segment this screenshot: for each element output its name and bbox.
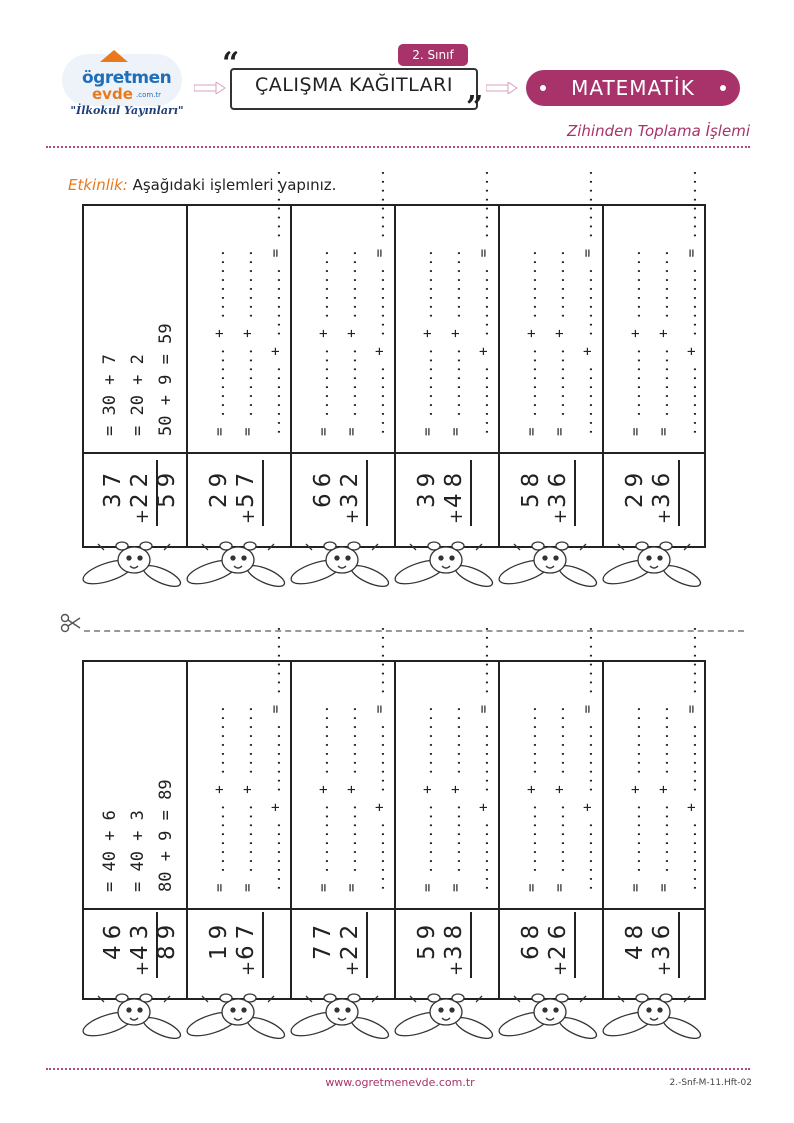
- blank-steps: [310, 624, 394, 892]
- number: 57: [233, 466, 259, 508]
- blank-steps: [310, 168, 394, 436]
- vertical-addition: [100, 896, 181, 982]
- blank-line: = ........ + ........: [212, 704, 228, 892]
- bunny-icon: [392, 542, 495, 591]
- quote-close-icon: ”: [466, 90, 484, 125]
- publisher-logo: [62, 48, 186, 128]
- plus-sign: +: [654, 508, 675, 524]
- blank-line: ........ + ........ = ........: [684, 624, 700, 892]
- problem-column: [290, 624, 394, 998]
- step-line: = 20 + 2: [128, 354, 148, 436]
- blank-steps: [414, 624, 498, 892]
- blank-line: = ........ + ........: [552, 704, 568, 892]
- blank-line: = ........ + ........: [656, 704, 672, 892]
- number: 66: [310, 466, 336, 508]
- number: 37: [100, 466, 126, 508]
- blank-line: = ........ + ........: [420, 704, 436, 892]
- problem-column: [498, 624, 602, 998]
- blank-line: ........ + ........ = ........: [372, 168, 388, 436]
- number-row: [414, 896, 441, 982]
- number: 36: [545, 466, 571, 508]
- number: 43: [127, 918, 153, 960]
- problem-column: [394, 168, 498, 546]
- number: 19: [206, 918, 232, 960]
- blank-line: ........ + ........ = ........: [476, 168, 492, 436]
- plus-sign: +: [238, 960, 259, 976]
- vertical-addition: [100, 444, 181, 530]
- blank-line: = ........ + ........: [316, 704, 332, 892]
- addend-row: [233, 444, 260, 530]
- sum-rule: [678, 460, 680, 526]
- decomposition-steps: [96, 779, 180, 892]
- addend-row: [441, 444, 468, 530]
- sum-rule: [262, 912, 264, 978]
- vertical-addition: [414, 444, 468, 530]
- number: 59: [154, 466, 180, 508]
- plus-sign: +: [132, 960, 153, 976]
- number-row: [622, 896, 649, 982]
- bunny-border-decoration: [82, 988, 706, 1060]
- vertical-addition: [414, 896, 468, 982]
- problem-column: [602, 624, 706, 998]
- blank-line: = ........ + ........: [628, 704, 644, 892]
- plus-sign: +: [446, 960, 467, 976]
- worksheet-2: [82, 624, 706, 1000]
- number-row: [310, 444, 337, 530]
- logo-domain: .com.tr: [136, 91, 162, 99]
- vertical-addition: [206, 444, 260, 530]
- number-row: [414, 444, 441, 530]
- house-roof-icon: [100, 50, 128, 62]
- footer-code: 2.-Snf-M-11.Hft-02: [669, 1078, 752, 1088]
- step-line: = 30 + 7: [100, 354, 120, 436]
- vertical-addition: [310, 444, 364, 530]
- number-row: [206, 444, 233, 530]
- quote-open-icon: “: [222, 46, 240, 81]
- vertical-addition: [518, 444, 572, 530]
- number: 58: [518, 466, 544, 508]
- bunny-icon: [288, 542, 391, 591]
- bunny-icon: [82, 994, 183, 1043]
- number: 48: [622, 918, 648, 960]
- blank-steps: [518, 168, 602, 436]
- problem-column: [498, 168, 602, 546]
- scissors-icon: [60, 612, 82, 634]
- blank-steps: [622, 168, 706, 436]
- blank-steps: [414, 168, 498, 436]
- bunny-icon: [600, 542, 703, 591]
- number: 46: [100, 918, 126, 960]
- sum-rule: [678, 912, 680, 978]
- logo-tagline: "İlkokul Yayınları": [70, 104, 184, 117]
- addend-row: [337, 896, 364, 982]
- bunny-icon: [600, 994, 703, 1043]
- number: 59: [414, 918, 440, 960]
- arrow-right-icon: [486, 82, 518, 94]
- bunny-icon: [496, 994, 599, 1043]
- plus-sign: +: [550, 508, 571, 524]
- step-line: 80 + 9 = 89: [156, 779, 176, 892]
- bunny-icon: [392, 994, 495, 1043]
- blank-line: ........ + ........ = ........: [372, 624, 388, 892]
- number: 68: [518, 918, 544, 960]
- addend-row: [649, 896, 676, 982]
- blank-line: = ........ + ........: [212, 248, 228, 436]
- step-line: = 40 + 3: [128, 810, 148, 892]
- blank-line: = ........ + ........: [656, 248, 672, 436]
- decomposition-steps: [96, 323, 180, 436]
- blank-line: ........ + ........ = ........: [268, 624, 284, 892]
- addend-row: [649, 444, 676, 530]
- bunny-icon: [288, 994, 391, 1043]
- number: 77: [310, 918, 336, 960]
- blank-line: = ........ + ........: [240, 704, 256, 892]
- number-row: [310, 896, 337, 982]
- blank-line: = ........ + ........: [552, 248, 568, 436]
- blank-line: = ........ + ........: [344, 704, 360, 892]
- bunny-border-decoration: [82, 536, 706, 608]
- addend-row: [127, 444, 154, 530]
- header-divider: [46, 146, 750, 148]
- plus-sign: +: [654, 960, 675, 976]
- blank-steps: [206, 624, 290, 892]
- sum-rule: [574, 912, 576, 978]
- number-row: [518, 444, 545, 530]
- sum-rule: [574, 460, 576, 526]
- vertical-addition: [518, 896, 572, 982]
- number: 89: [154, 918, 180, 960]
- addend-row: [233, 896, 260, 982]
- plus-sign: +: [550, 960, 571, 976]
- plus-sign: +: [342, 508, 363, 524]
- example-column: [82, 206, 186, 546]
- problem-column: [602, 168, 706, 546]
- vertical-addition: [622, 444, 676, 530]
- blank-line: ........ + ........ = ........: [476, 624, 492, 892]
- problem-column: [290, 168, 394, 546]
- number: 38: [441, 918, 467, 960]
- number: 32: [337, 466, 363, 508]
- blank-line: ........ + ........ = ........: [580, 624, 596, 892]
- number: 29: [206, 466, 232, 508]
- footer-url: www.ogretmenevde.com.tr: [325, 1076, 475, 1089]
- number: 26: [545, 918, 571, 960]
- blank-line: = ........ + ........: [316, 248, 332, 436]
- step-line: = 40 + 6: [100, 810, 120, 892]
- page-title: ÇALIŞMA KAĞITLARI: [255, 74, 453, 96]
- plus-sign: +: [132, 508, 153, 524]
- topic-title: Zihinden Toplama İşlemi: [566, 122, 750, 140]
- blank-line: = ........ + ........: [524, 704, 540, 892]
- plus-sign: +: [238, 508, 259, 524]
- addend-row: [545, 896, 572, 982]
- instruction: [68, 176, 336, 194]
- number: 36: [649, 466, 675, 508]
- problem-column: [394, 624, 498, 998]
- number-row: [100, 444, 127, 530]
- sum-rule: [366, 912, 368, 978]
- addend-row: [441, 896, 468, 982]
- number-row: [518, 896, 545, 982]
- blank-steps: [518, 624, 602, 892]
- blank-line: = ........ + ........: [240, 248, 256, 436]
- grade-badge: 2. Sınıf: [398, 44, 468, 66]
- number: 36: [649, 918, 675, 960]
- bunny-icon: [184, 542, 287, 591]
- logo-brand: ögretmen: [82, 68, 172, 88]
- blank-line: ........ + ........ = ........: [580, 168, 596, 436]
- blank-steps: [622, 624, 706, 892]
- number: 22: [127, 466, 153, 508]
- number: 67: [233, 918, 259, 960]
- sum-rule: [262, 460, 264, 526]
- number: 29: [622, 466, 648, 508]
- number: 48: [441, 466, 467, 508]
- sum-rule: [470, 912, 472, 978]
- blank-line: = ........ + ........: [344, 248, 360, 436]
- step-line: 50 + 9 = 59: [156, 323, 176, 436]
- blank-line: = ........ + ........: [448, 704, 464, 892]
- arrow-right-icon: [194, 82, 226, 94]
- blank-line: = ........ + ........: [420, 248, 436, 436]
- footer-divider: [46, 1068, 750, 1070]
- number-row: [154, 896, 181, 982]
- bunny-icon: [496, 542, 599, 591]
- number-row: [154, 444, 181, 530]
- plus-sign: +: [446, 508, 467, 524]
- number: 39: [414, 466, 440, 508]
- sum-rule: [470, 460, 472, 526]
- blank-line: ........ + ........ = ........: [684, 168, 700, 436]
- blank-steps: [206, 168, 290, 436]
- instruction-text: Aşağıdaki işlemleri yapınız.: [132, 176, 337, 194]
- vertical-addition: [622, 896, 676, 982]
- addend-row: [337, 444, 364, 530]
- blank-line: ........ + ........ = ........: [268, 168, 284, 436]
- bunny-icon: [184, 994, 287, 1043]
- number-row: [622, 444, 649, 530]
- number: 22: [337, 918, 363, 960]
- vertical-addition: [206, 896, 260, 982]
- bunny-icon: [82, 542, 183, 591]
- sum-rule: [366, 460, 368, 526]
- number-row: [100, 896, 127, 982]
- addend-row: [127, 896, 154, 982]
- vertical-addition: [310, 896, 364, 982]
- blank-line: = ........ + ........: [628, 248, 644, 436]
- blank-line: = ........ + ........: [524, 248, 540, 436]
- addend-row: [545, 444, 572, 530]
- logo-brand-second: evde: [92, 85, 133, 103]
- instruction-label: Etkinlik:: [68, 176, 128, 194]
- subject-label: MATEMATİK: [571, 76, 695, 100]
- example-column: [82, 662, 186, 998]
- plus-sign: +: [342, 960, 363, 976]
- problem-column: [186, 624, 290, 998]
- number-row: [206, 896, 233, 982]
- blank-line: = ........ + ........: [448, 248, 464, 436]
